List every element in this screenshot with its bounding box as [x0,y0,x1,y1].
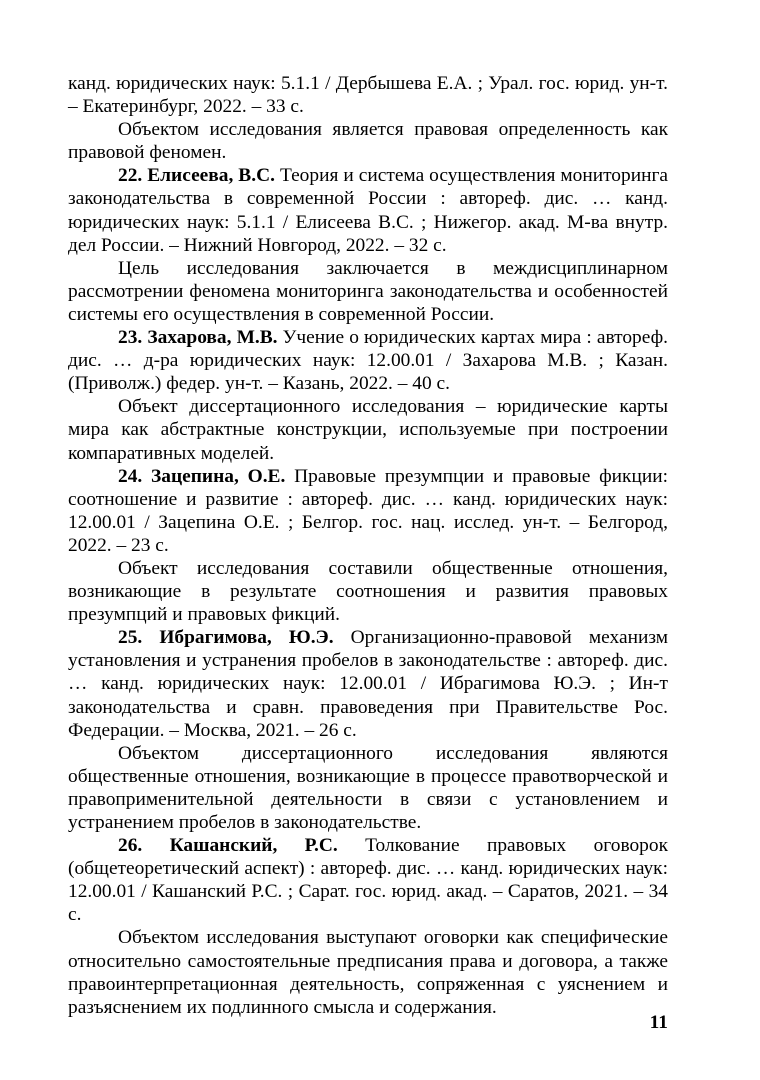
entry-26-citation [68,834,668,926]
document-page [68,72,668,1019]
entry-24-citation [68,465,668,557]
entry-24-annotation: Объект исследования составили общественные отношения, возникающие в результате соотношения и развития правовых презумпций и правовых фикций. [68,557,668,626]
entry-25-citation [68,626,668,741]
entry-22-text: Теория и система осуществления мониторинга законодательства в современной России : автореф. дис. … канд. юридических наук: 5.1.1 / Елисеева В.С. ; Нижегор. акад. М-ва внутр. дел России. – Нижний Новгород, 2022. – 32 с. [68,165,669,256]
entry-23-author: 23. Захарова, М.В. [118,327,278,349]
entry-25-author: 25. Ибрагимова, Ю.Э. [118,627,334,649]
entry-22-author: 22. Елисеева, В.С. [118,165,275,187]
entry-23-citation [68,326,668,395]
page-number: 11 [649,1012,668,1033]
entry-26-annotation: Объектом исследования выступают оговорки как специфические относительно самостоятельные предписания права и договора, а также правоинтерпретационная деятельность, сопряженная с уяснением и разъяснением их подлинного смысла и содержания. [68,927,668,1018]
entry-26-author: 26. Кашанский, Р.С. [118,835,338,857]
fragment-annotation: Объектом исследования является правовая определенность как правовой феномен. [68,119,668,164]
entry-24-author: 24. Зацепина, О.Е. [118,465,286,487]
entry-25-annotation: Объектом диссертационного исследования являются общественные отношения, возникающие в процессе правотворческой и правоприменительной деятельности в связи с установлением и устранением пробелов в законодательстве. [68,742,668,833]
entry-25-text: Организационно-правовой механизм установления и устранения пробелов в законодательстве : автореф. дис. … канд. юридических наук: 12.00.01 / Ибрагимова Ю.Э. ; Ин-т законодательства и сравн. правоведения при Правительстве Рос. Федерации. – Москва, 2021. – 26 с. [68,627,668,741]
entry-23-text: Учение о юридических картах мира : автореф. дис. … д-ра юридических наук: 12.00.01 / Захарова М.В. ; Казан. (Приволж.) федер. ун-т. – Казань, 2022. – 40 с. [68,327,668,395]
entry-22-citation [68,164,668,256]
entry-22-annotation: Цель исследования заключается в междисциплинарном рассмотрении феномена мониторинга законодательства и особенностей системы его осуществления в современной России. [68,257,668,325]
entry-24-text: Правовые презумпции и правовые фикции: соотношение и развитие : автореф. дис. … канд. юридических наук: 12.00.01 / Зацепина О.Е. ; Белгор. гос. нац. исслед. ун-т. – Белгород, 2022. – 23 с. [68,465,668,556]
entry-23-annotation: Объект диссертационного исследования – юридические карты мира как абстрактные конструкции, используемые при построении компаративных моделей. [68,396,668,464]
entry-26-text: Толкование правовых оговорок (общетеоретический аспект) : автореф. дис. … канд. юридических наук: 12.00.01 / Кашанский Р.С. ; Сарат. гос. юрид. акад. – Саратов, 2021. – 34 с. [68,835,668,926]
fragment-citation: канд. юридических наук: 5.1.1 / Дербышева Е.А. ; Урал. гос. юрид. ун-т. – Екатеринбург, 2022. – 33 с. [68,73,668,118]
